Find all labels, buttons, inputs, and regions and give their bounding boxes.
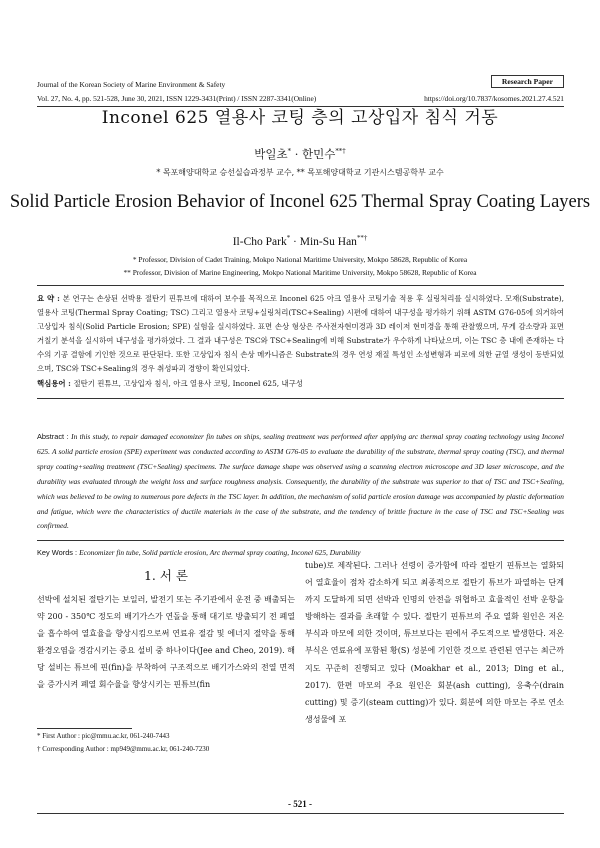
abstract-english-label: Abstract : <box>37 432 72 441</box>
abstract-english-text: In this study, to repair damaged economizer fin tubes on ships, sealing treatment was performed after applying arc thermal spray coating technology using Inconel 625. A solid particle erosion (SPE) experiment was conducted according to ASTM G76-05 to evaluate the durability of the substrate, thermal spray coating (TSC), and thermal spray coating+sealing treatment (TSC+Sealing) specimens. The surface damage shape was observed using a scanning electron microscope and 3D laser microscope, and the durability was evaluated through the weight loss and surface roughness analysis. Consequently, the durability of the substrate was superior to that of TSC and TSC+Sealing, which was believed to be owing to numerous pore defects in the TSC layer. In addition, the mechanism of solid particle erosion damage was accompanied by plastic deformation and fatigue, which were the characteristics of ductile materials in the case of the substrate, and the tendency of brittle fracture in the case of TSC and TSC+Sealing was confirmed. <box>37 432 564 531</box>
footnote-first-author: * First Author : pic@mmu.ac.kr, 061-240-7443 <box>37 732 170 740</box>
section-1-right-column: tube)로 제작된다. 그러나 선령이 증가함에 따라 절탄기 핀튜브는 열화되어 열효율이 점차 감소하게 되고 최종적으로 절탄기 튜브가 파열하는 단계까지 도달하게 되면 선박과 인명의 안전을 위협하고 효율적인 선박 운항을 방해하는 결과를 초래할 수 있다. 절탄기 핀튜브의 주요 열화 원인은 저온부식과 마모에 의한 것이며, 튜브보다는 핀에서 주도적으로 발생한다. 저온부식은 연료유에 포함된 황(S) 성분에 기인한 것으로 관련된 연구는 최근까지도 꾸준히 진행되고 있다 (Moakhar et al., 2013; Ding et al., 2017). 한편 마모의 주요 원인은 회분(ash cutting), 응축수(drain cutting) 및 증기(steam cutting)가 있다. 회분에 의한 마모는 주로 연소 생성물에 포 <box>305 561 564 724</box>
keywords-english-label: Key Words : <box>37 548 80 557</box>
author-separator-en: · <box>290 235 300 248</box>
footnote-corresponding-author: † Corresponding Author : mp949@mmu.ac.kr, 061-240-7230 <box>37 745 210 753</box>
title-english: Solid Particle Erosion Behavior of Inconel 625 Thermal Spray Coating Layers <box>9 192 591 212</box>
keywords-korean <box>37 378 564 389</box>
title-korean: Inconel 625 열용사 코팅 층의 고상입자 침식 거동 <box>101 108 499 128</box>
author-2-mark: **† <box>335 147 346 156</box>
affiliation-korean: * 목포해양대학교 승선실습과정부 교수, ** 목포해양대학교 기관시스템공학부 교수 <box>156 168 444 177</box>
keywords-english-text: Economizer fin tube, Solid particle erosion, Arc thermal spray coating, Inconel 625, Durability <box>79 548 361 557</box>
author-2-en: Min-Su Han <box>299 235 357 248</box>
doi-link[interactable]: https://doi.org/10.7837/kosomes.2021.27.4.521 <box>424 94 564 103</box>
affiliation-english-1: * Professor, Division of Cadet Training, Mokpo National Maritime University, Mokpo 58628, Republic of Korea <box>132 255 468 264</box>
keywords-korean-label: 핵심용어 : <box>37 379 74 388</box>
abstract-mid-rule <box>37 398 564 399</box>
abstract-top-rule <box>37 285 564 286</box>
page-number: - 521 - <box>288 799 312 809</box>
authors-korean <box>0 146 600 162</box>
article-type-badge: Research Paper <box>491 75 564 88</box>
section-1-left-column: 선박에 설치된 절탄기는 보일러, 발전기 또는 주기관에서 운전 중 배출되는 약 200 - 350℃ 정도의 배기가스가 연돌을 통해 대기로 방출되기 전 폐열을 흡수하여 열효율을 향상시킴으로써 연료유 절감 및 에너지 절약을 통해 환경오염을 경감시키는 중요 설비 중 하나이다(Jee and Cheo, 2019). 해당 설비는 튜브에 핀(fin)을 부착하여 구조적으로 배기가스와의 전열 면적을 증가시켜 폐열 회수율을 향상시키는 핀튜브(fin <box>37 595 295 689</box>
author-1: 박일초 <box>254 147 288 161</box>
page-bottom-rule <box>37 813 564 814</box>
affiliation-english-2: ** Professor, Division of Marine Engineering, Mokpo National Maritime University, Mokpo 58628, Republic of Korea <box>123 268 477 277</box>
keywords-english <box>37 548 564 557</box>
section-1-title: 1. 서 론 <box>143 568 189 583</box>
authors-english <box>0 235 600 248</box>
volume-line: Vol. 27, No. 4, pp. 521-528, June 30, 2021, ISSN 1229-3431(Print) / ISSN 2287-3341(Online) <box>37 94 317 103</box>
footnote-rule <box>37 728 132 729</box>
author-separator: · <box>291 147 303 161</box>
abstract-english <box>37 430 564 534</box>
author-2: 한민수 <box>302 147 336 161</box>
abstract-bottom-rule <box>37 540 564 541</box>
abstract-korean-label: 요 약 : <box>37 294 63 303</box>
author-1-en-mark: * <box>286 235 291 242</box>
journal-name: Journal of the Korean Society of Marine Environment & Safety <box>37 80 226 89</box>
author-2-en-mark: **† <box>356 235 368 242</box>
author-1-en: Il-Cho Park <box>232 235 287 248</box>
keywords-korean-text: 절탄기 핀튜브, 고상입자 침식, 아크 열용사 코팅, Inconel 625, 내구성 <box>73 379 303 388</box>
abstract-korean <box>37 292 564 376</box>
abstract-korean-text: 본 연구는 손상된 선박용 절탄기 핀튜브에 대하여 보수를 목적으로 Inconel 625 아크 열용사 코팅기술 적용 후 실링처리를 실시하였다. 모재(Substrate), 열용사 코팅(Thermal Spray Coating; TSC) 그리고 열용사 코팅+실링처리(TSC+Sealing) 시편에 대하여 내구성을 평가하기 위해 ASTM G76-05에 의거하여 고상입자 침식(Solid Particle Erosion; SPE) 실험을 실시하였다. 표면 손상 형상은 주사전자현미경과 3D 레이저 현미경을 통해 관찰했으며, 무게 감소량과 표면 거칠기 분석을 실시하여 내구성을 평가하였다. 그 결과 내구성은 TSC와 TSC+Sealing에 비해 Substrate가 우수하게 나타났으며, 이는 TSC 층 내에 존재하는 다수의 기공 결함에 기인한 것으로 판단된다. 또한 고상입자 침식 손상 메카니즘은 Substrate의 경우 연성 재질 특성인 소성변형과 피로에 의한 균열 생성이 동반되었으며, TSC와 TSC+Sealing의 경우 취성파괴 경향이 확인되었다. <box>37 294 564 373</box>
author-1-mark: * <box>287 147 292 156</box>
